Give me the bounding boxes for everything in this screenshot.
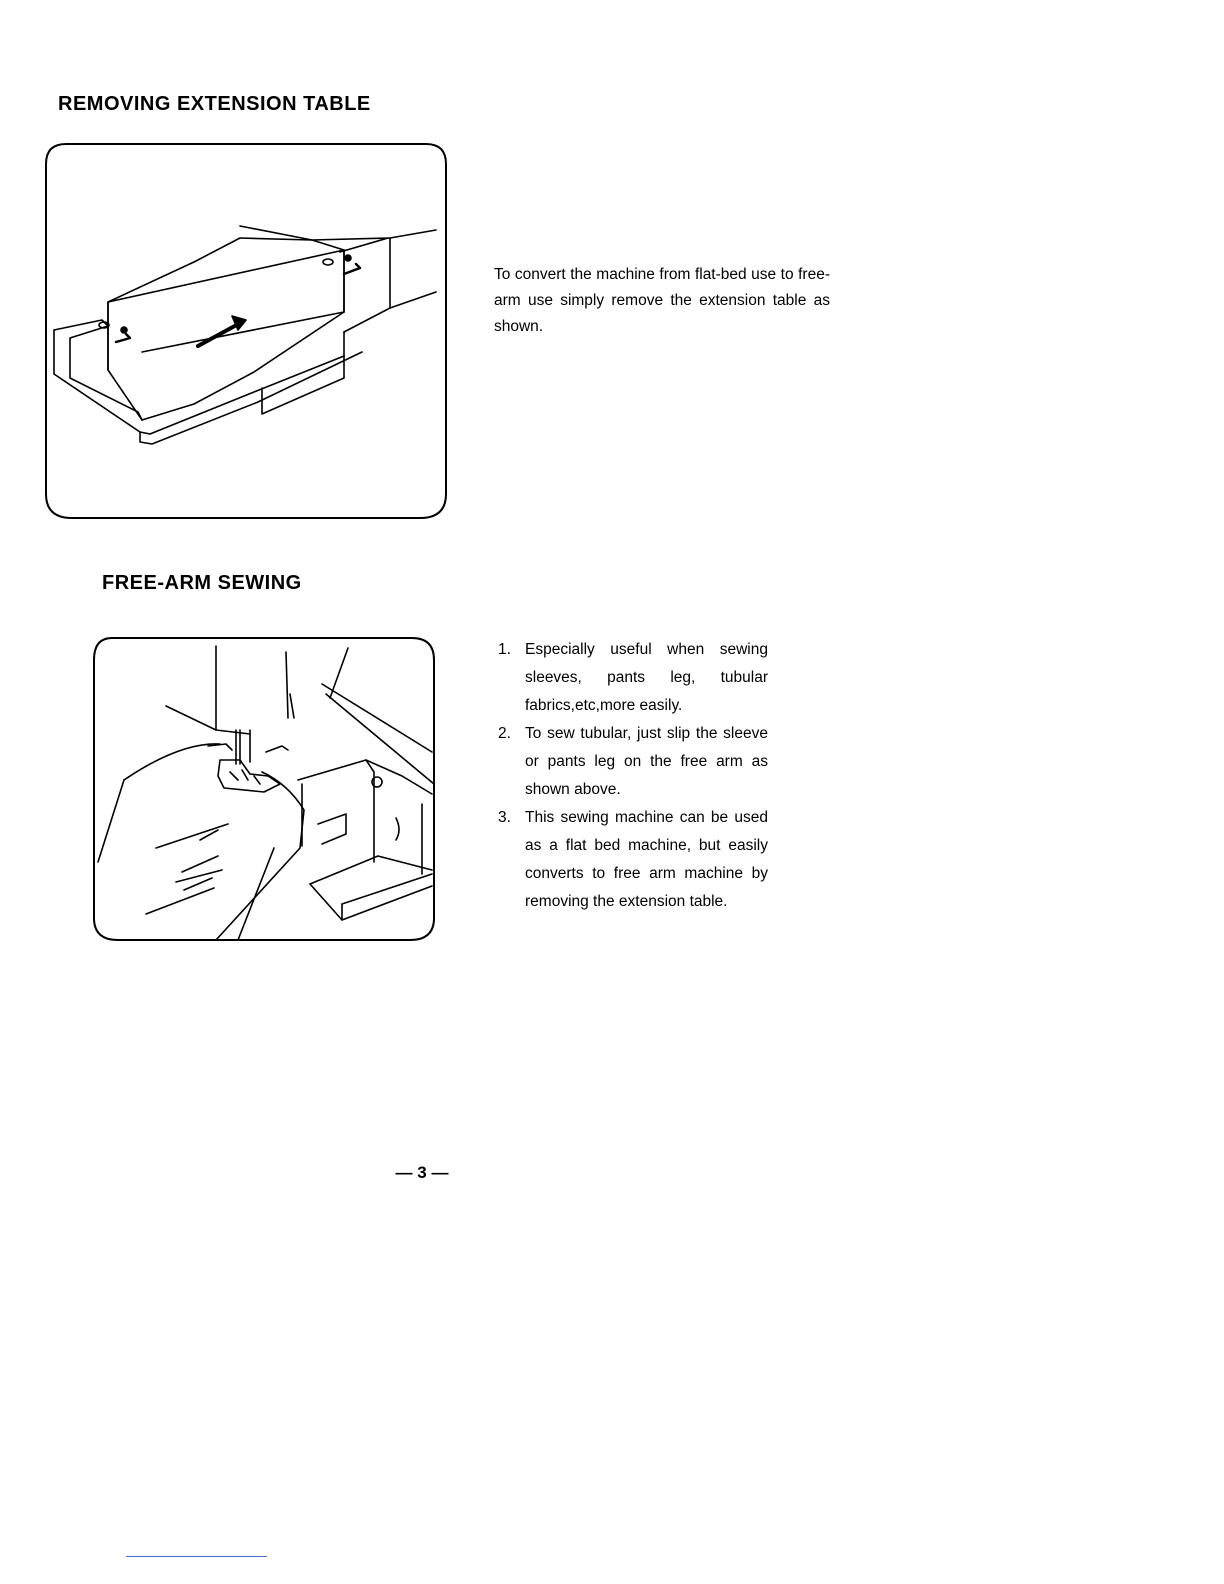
list-item bbox=[498, 804, 768, 916]
extension-table-removal-illustration bbox=[44, 142, 448, 520]
step-text: To sew tubular, just slip the sleeve or pants leg on the free arm as shown above. bbox=[525, 725, 768, 798]
step-number: 2. bbox=[498, 725, 511, 742]
free-arm-steps-list bbox=[498, 636, 768, 916]
step-text: This sewing machine can be used as a flat bed machine, but easily converts to free arm machine by removing the extension table. bbox=[525, 809, 768, 910]
extension-table-instructions: To convert the machine from flat-bed use to free-arm use simply remove the extension table as shown. bbox=[494, 266, 830, 335]
scan-artifact-line bbox=[126, 1556, 267, 1557]
list-item bbox=[498, 636, 768, 720]
free-arm-sewing-illustration bbox=[90, 634, 436, 942]
page-number: — 3 — bbox=[395, 1163, 449, 1182]
step-text: Especially useful when sewing sleeves, pants leg, tubular fabrics,etc,more easily. bbox=[525, 641, 768, 714]
step-number: 1. bbox=[498, 641, 511, 658]
list-item bbox=[498, 720, 768, 804]
section-heading-removing-extension-table: REMOVING EXTENSION TABLE bbox=[58, 93, 371, 115]
section-heading-free-arm-sewing: FREE-ARM SEWING bbox=[102, 572, 302, 594]
step-number: 3. bbox=[498, 809, 511, 826]
